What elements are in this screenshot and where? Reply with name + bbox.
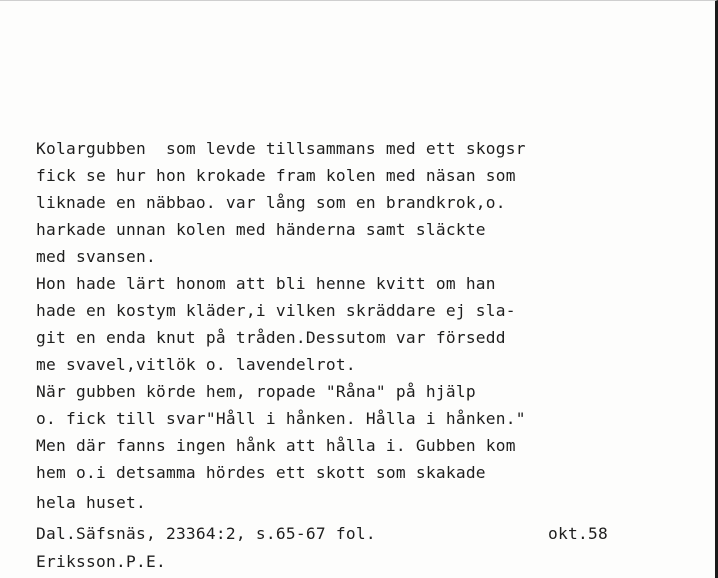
- body-line-11: o. fick till svar"Håll i hånken. Hålla i hånken.": [36, 409, 526, 428]
- typed-text-block: [0, 1, 718, 578]
- body-line-4: harkade unnan kolen med händerna samt släckte: [36, 220, 486, 239]
- body-line-3: liknade en näbbao. var lång som en brandkrok,o.: [36, 193, 506, 212]
- source-reference: Dal.Säfsnäs, 23364:2, s.65-67 fol.: [36, 524, 376, 543]
- body-line-6: Hon hade lärt honom att bli henne kvitt om han: [36, 274, 496, 293]
- body-line-9: me svavel,vitlök o. lavendelrot.: [36, 355, 356, 374]
- body-line-8: git en enda knut på tråden.Dessutom var försedd: [36, 328, 506, 347]
- body-line-5: med svansen.: [36, 247, 156, 266]
- body-line-7: hade en kostym kläder,i vilken skräddare ej sla-: [36, 301, 516, 320]
- body-line-10: När gubben körde hem, ropade "Råna" på hjälp: [36, 382, 476, 401]
- body-line-13: hem o.i detsamma hördes ett skott som skakade: [36, 463, 486, 482]
- body-line-2: fick se hur hon krokade fram kolen med näsan som: [36, 166, 516, 185]
- body-line-14: hela huset.: [36, 493, 146, 512]
- informant-name: Eriksson.P.E.: [36, 552, 166, 571]
- record-date: okt.58: [548, 524, 608, 543]
- body-line-12: Men där fanns ingen hånk att hålla i. Gubben kom: [36, 436, 516, 455]
- body-line-1: Kolargubben som levde tillsammans med ett skogsr: [36, 139, 526, 158]
